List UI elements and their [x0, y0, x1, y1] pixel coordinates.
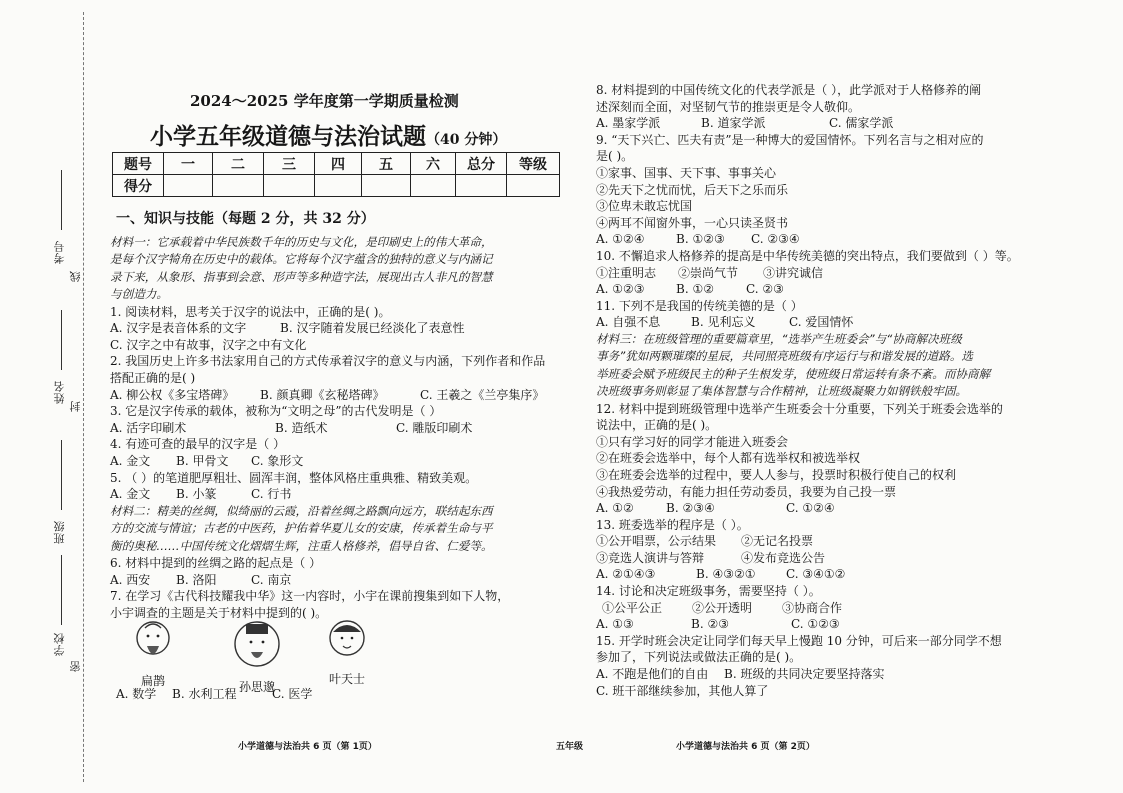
score-header-cell: 三 [264, 153, 315, 175]
score-cell[interactable] [213, 175, 264, 197]
right-column-body [596, 82, 1026, 699]
statement-item: ①只有学习好的同学才能进入班委会 [596, 434, 789, 449]
portrait-yetianshi [324, 618, 370, 687]
statement-items [596, 550, 1026, 567]
option-b[interactable]: B. ②③ [691, 617, 729, 632]
class-label: 班级 [53, 520, 66, 544]
option-a[interactable]: A. 自强不息 [596, 315, 661, 330]
margin-line [61, 310, 62, 370]
option-b[interactable]: B. 甲骨文 [176, 453, 229, 468]
question-options [596, 281, 1026, 298]
statement-item: ②先天下之忧而忧，后天下之乐而乐 [596, 182, 789, 197]
option-b[interactable]: B. 颜真卿《玄秘塔碑》 [260, 387, 385, 402]
statement-items [596, 265, 1026, 282]
score-cell[interactable] [411, 175, 456, 197]
option-b[interactable]: B. 汉字随着发展已经淡化了表意性 [280, 321, 465, 336]
score-header-cell: 四 [315, 153, 362, 175]
material-3-line: 决班级事务则彰显了集体智慧与合作精神，让班级凝聚力如钢铁般牢固。 [596, 384, 968, 399]
portrait-name: 叶天士 [328, 672, 365, 686]
score-cell[interactable] [362, 175, 411, 197]
portrait-sunsimiao [228, 618, 286, 695]
option-c[interactable]: C. 雕版印刷术 [396, 420, 473, 435]
score-cell[interactable] [507, 175, 560, 197]
question-stem: 2. 我国历史上许多书法家用自己的方式传承着汉字的意义与内涵，下列作者和作品 [110, 354, 546, 369]
binding-dashed-line [83, 12, 84, 782]
statement-item: ①公平公正 [602, 600, 663, 615]
statement-item: ①公开唱票，公示结果 [596, 534, 717, 549]
score-header-cell: 五 [362, 153, 411, 175]
question-stem: 搭配正确的是( ) [110, 371, 196, 385]
question-options [116, 686, 312, 703]
question-stem: 8. 材料提到的中国传统文化的代表学派是（ ），此学派对于人格修养的阐 [596, 83, 982, 97]
material-1-line: 录下来，从象形、指事到会意、形声等多种造字法，展现出古人非凡的智慧 [110, 269, 493, 284]
statement-item: ③协商合作 [782, 600, 843, 615]
option-c[interactable]: C. 行书 [251, 487, 292, 502]
statement-item: ②崇尚气节 [678, 265, 739, 280]
yetianshi-figure-icon [327, 618, 367, 662]
question-options [596, 616, 1026, 633]
option-c[interactable]: C. 班干部继续参加，其他人算了 [596, 683, 769, 698]
score-table [112, 152, 560, 197]
option-c[interactable]: C. 爱国情怀 [789, 315, 854, 330]
statement-item: ③位卑未敢忘忧国 [596, 199, 693, 214]
question-stem: 9. “天下兴亡、匹夫有责”是一种博大的爱国情怀。下列名言与之相对应的 [596, 132, 984, 147]
question-options [596, 566, 1026, 583]
score-cell[interactable] [315, 175, 362, 197]
question-options [596, 115, 1026, 132]
option-c[interactable]: C. 医学 [272, 687, 313, 701]
question-options [596, 231, 1026, 248]
option-a[interactable]: A. ①②④ [596, 232, 645, 247]
option-b[interactable]: B. 小篆 [176, 487, 217, 502]
question-options [110, 387, 565, 404]
question-options [596, 314, 1026, 331]
option-a[interactable]: A. 西安 [110, 572, 151, 587]
option-b[interactable]: B. 班级的共同决定要坚持落实 [724, 667, 885, 682]
score-header-cell: 六 [411, 153, 456, 175]
option-a[interactable]: A. ①③ [596, 617, 634, 632]
question-stem: 5. （ ）的笔道肥厚粗壮、圆浑丰润，整体风格庄重典雅、精致美观。 [110, 470, 478, 485]
statement-item: ③讲究诚信 [763, 265, 824, 280]
exam-number-label: 考号 [53, 240, 66, 264]
question-stem: 1. 阅读材料，思考关于汉字的说法中，正确的是( )。 [110, 304, 391, 319]
option-a[interactable]: A. 柳公权《多宝塔碑》 [110, 387, 235, 402]
option-c[interactable]: C. 王羲之《兰亭集序》 [420, 387, 545, 402]
option-a[interactable]: A. 金文 [110, 453, 151, 468]
question-stem: 10. 不懈追求人格修养的提高是中华传统美德的突出特点，我们要做到（ ）等。 [596, 248, 1019, 263]
option-a[interactable]: A. 汉字是表音体系的文字 [110, 321, 247, 336]
score-cell[interactable] [264, 175, 315, 197]
question-stem: 7. 在学习《古代科技耀我中华》这一内容时，小宇在课前搜集到如下人物， [110, 589, 510, 604]
question-stem: 说法中，正确的是( )。 [596, 418, 718, 433]
option-a[interactable]: A. 不跑是他们的自由 [596, 667, 709, 682]
option-b[interactable]: B. 见利忘义 [691, 315, 756, 330]
bianque-figure-icon [130, 618, 176, 664]
question-options [596, 666, 1026, 683]
option-a[interactable]: A. ①② [596, 501, 634, 516]
school-label: 学校 [53, 632, 66, 656]
question-options [110, 572, 565, 589]
option-b[interactable]: B. ②③④ [666, 501, 715, 516]
option-b[interactable]: B. 道家学派 [701, 116, 766, 131]
exam-title: 小学五年级道德与法治试题（40 分钟） [150, 123, 507, 150]
left-column-body [110, 234, 565, 621]
question-options [110, 486, 565, 503]
option-c[interactable]: C. 汉字之中有故事，汉字之中有文化 [110, 337, 307, 352]
material-2-line: 材料二：精美的丝绸，似绮丽的云霞，沿着丝绸之路飘向远方，联结起东西 [110, 503, 493, 518]
portrait-name: 孙思邈 [238, 680, 275, 694]
statement-items [596, 600, 1026, 617]
material-1-line: 是每个汉字犄角在历史中的载体。它将每个汉字蕴含的独特的意义与内涵记 [110, 252, 493, 267]
page-footer-left: 小学道德与法治共 6 页（第 1页） [238, 742, 377, 752]
option-c[interactable]: C. ②③④ [751, 232, 800, 247]
score-cell[interactable] [456, 175, 507, 197]
score-header-cell: 一 [164, 153, 213, 175]
score-row-label: 得分 [113, 175, 164, 197]
statement-item: ④发布竞选公告 [741, 550, 826, 565]
score-header-cell: 等级 [507, 153, 560, 175]
option-a[interactable]: A. ①②③ [596, 282, 645, 297]
option-c[interactable]: C. 南京 [251, 572, 292, 587]
score-header-cell: 二 [213, 153, 264, 175]
question-stem: 3. 它是汉字传承的载体，被称为“文明之母”的古代发明是（ ） [110, 404, 442, 419]
option-a[interactable]: A. 墨家学派 [596, 116, 661, 131]
option-c[interactable]: C. ①②③ [791, 617, 840, 632]
name-label: 姓名 [53, 380, 66, 404]
material-3-line: 材料三：在班级管理的重要篇章里，“选举产生班委会”与“协商解决班级 [596, 331, 962, 346]
question-stem: 11. 下列不是我国的传统美德的是（ ） [596, 298, 803, 313]
portrait-bianque [128, 618, 178, 689]
question-stem: 6. 材料中提到的丝绸之路的起点是（ ） [110, 555, 322, 570]
statement-item: ④两耳不闻窗外事，一心只读圣贤书 [596, 215, 789, 230]
question-stem: 12. 材料中提到班级管理中选举产生班委会十分重要，下列关于班委会选举的 [596, 401, 1003, 416]
option-c[interactable]: C. ③④①② [786, 567, 846, 582]
material-2-line: 衡的奥秘……中国传统文化熠熠生辉，注重人格修养，倡导自省、仁爱等。 [110, 538, 493, 553]
statement-item: ②在班委会选举中，每个人都有选举权和被选举权 [596, 451, 861, 466]
score-header-row [113, 153, 560, 175]
statement-items [596, 533, 1026, 550]
option-b[interactable]: B. ①②③ [676, 232, 725, 247]
statement-item: ②无记名投票 [741, 534, 814, 549]
question-options [110, 420, 565, 437]
page-footer-right: 小学道德与法治共 6 页（第 2页） [676, 742, 815, 752]
margin-mark-seal: 封 [69, 400, 82, 412]
option-a[interactable]: A. 金文 [110, 487, 151, 502]
option-b[interactable]: B. 洛阳 [176, 572, 217, 587]
score-value-row [113, 175, 560, 197]
score-header-cell: 总分 [456, 153, 507, 175]
material-3-line: 举班委会赋予班级民主的种子生根发芽，使班级日常运转有条不紊。而协商解 [596, 366, 991, 381]
option-c[interactable]: C. 儒家学派 [829, 116, 894, 131]
option-a[interactable]: A. 数学 [116, 687, 157, 701]
margin-line [61, 555, 62, 625]
statement-item: ②公开透明 [692, 600, 753, 615]
statement-item: ③竞选人演讲与答辩 [596, 550, 705, 565]
option-c[interactable]: C. ②③ [746, 282, 784, 297]
material-3-line: 事务”犹如两颗璀璨的星辰，共同照亮班级有序运行与和谐发展的道路。选 [596, 349, 974, 364]
question-stem: 14. 讨论和决定班级事务，需要坚持（ ）。 [596, 584, 821, 599]
binding-margin [52, 170, 82, 690]
option-a[interactable]: A. 活字印刷术 [110, 420, 187, 435]
question-stem: 15. 开学时班会决定让同学们每天早上慢跑 10 分钟，可后来一部分同学不想 [596, 633, 1002, 648]
option-b[interactable]: B. 造纸术 [275, 420, 328, 435]
exam-period-title: 2024～2025 学年度第一学期质量检测 [190, 92, 459, 110]
sunsimiao-figure-icon [231, 618, 283, 670]
question-stem: 述深刻而全面，对坚韧气节的推崇更是令人敬仰。 [596, 99, 861, 114]
statement-item: ④我热爱劳动，有能力担任劳动委员，我要为自己投一票 [596, 484, 897, 499]
score-header-cell: 题号 [113, 153, 164, 175]
material-1-line: 材料一：它承载着中华民族数千年的历史与文化，是印刷史上的伟大革命， [110, 235, 493, 249]
question-stem: 4. 有迹可查的最早的汉字是（ ） [110, 437, 286, 452]
option-b[interactable]: B. ①② [676, 282, 714, 297]
section-heading: 一、知识与技能（每题 2 分，共 32 分） [116, 211, 375, 227]
statement-item: ①注重明志 [596, 265, 657, 280]
margin-line [61, 440, 62, 510]
question-options [110, 453, 565, 470]
statement-item: ③在班委会选举的过程中，要人人参与，投票时积极行使自己的权利 [596, 467, 957, 482]
material-2-line: 方的交流与情谊；古老的中医药，护佑着华夏儿女的安康，传承着生命与平 [110, 521, 493, 536]
question-stem: 小宇调查的主题是关于材料中提到的( )。 [110, 605, 328, 620]
question-stem: 13. 班委选举的程序是（ ）。 [596, 517, 749, 532]
question-options [110, 320, 565, 337]
score-cell[interactable] [164, 175, 213, 197]
material-1-line: 与创造力。 [110, 287, 168, 302]
portrait-name: 扁鹊 [140, 674, 165, 688]
question-stem: 是( )。 [596, 149, 634, 164]
option-b[interactable]: B. 水利工程 [172, 687, 237, 701]
question-options [596, 500, 1026, 517]
question-stem: 参加了，下列说法或做法正确的是( )。 [596, 650, 802, 665]
margin-mark-seal2: 密 [69, 660, 82, 672]
option-c[interactable]: C. ①②④ [786, 501, 835, 516]
option-a[interactable]: A. ②①④③ [596, 567, 656, 582]
margin-mark-line: 线 [69, 270, 82, 282]
margin-line [61, 170, 62, 230]
statement-item: ①家事、国事、天下事、事事关心 [596, 165, 777, 180]
page-footer-center: 五年级 [556, 742, 584, 752]
option-b[interactable]: B. ④③②① [696, 567, 756, 582]
option-c[interactable]: C. 象形文 [251, 453, 304, 468]
